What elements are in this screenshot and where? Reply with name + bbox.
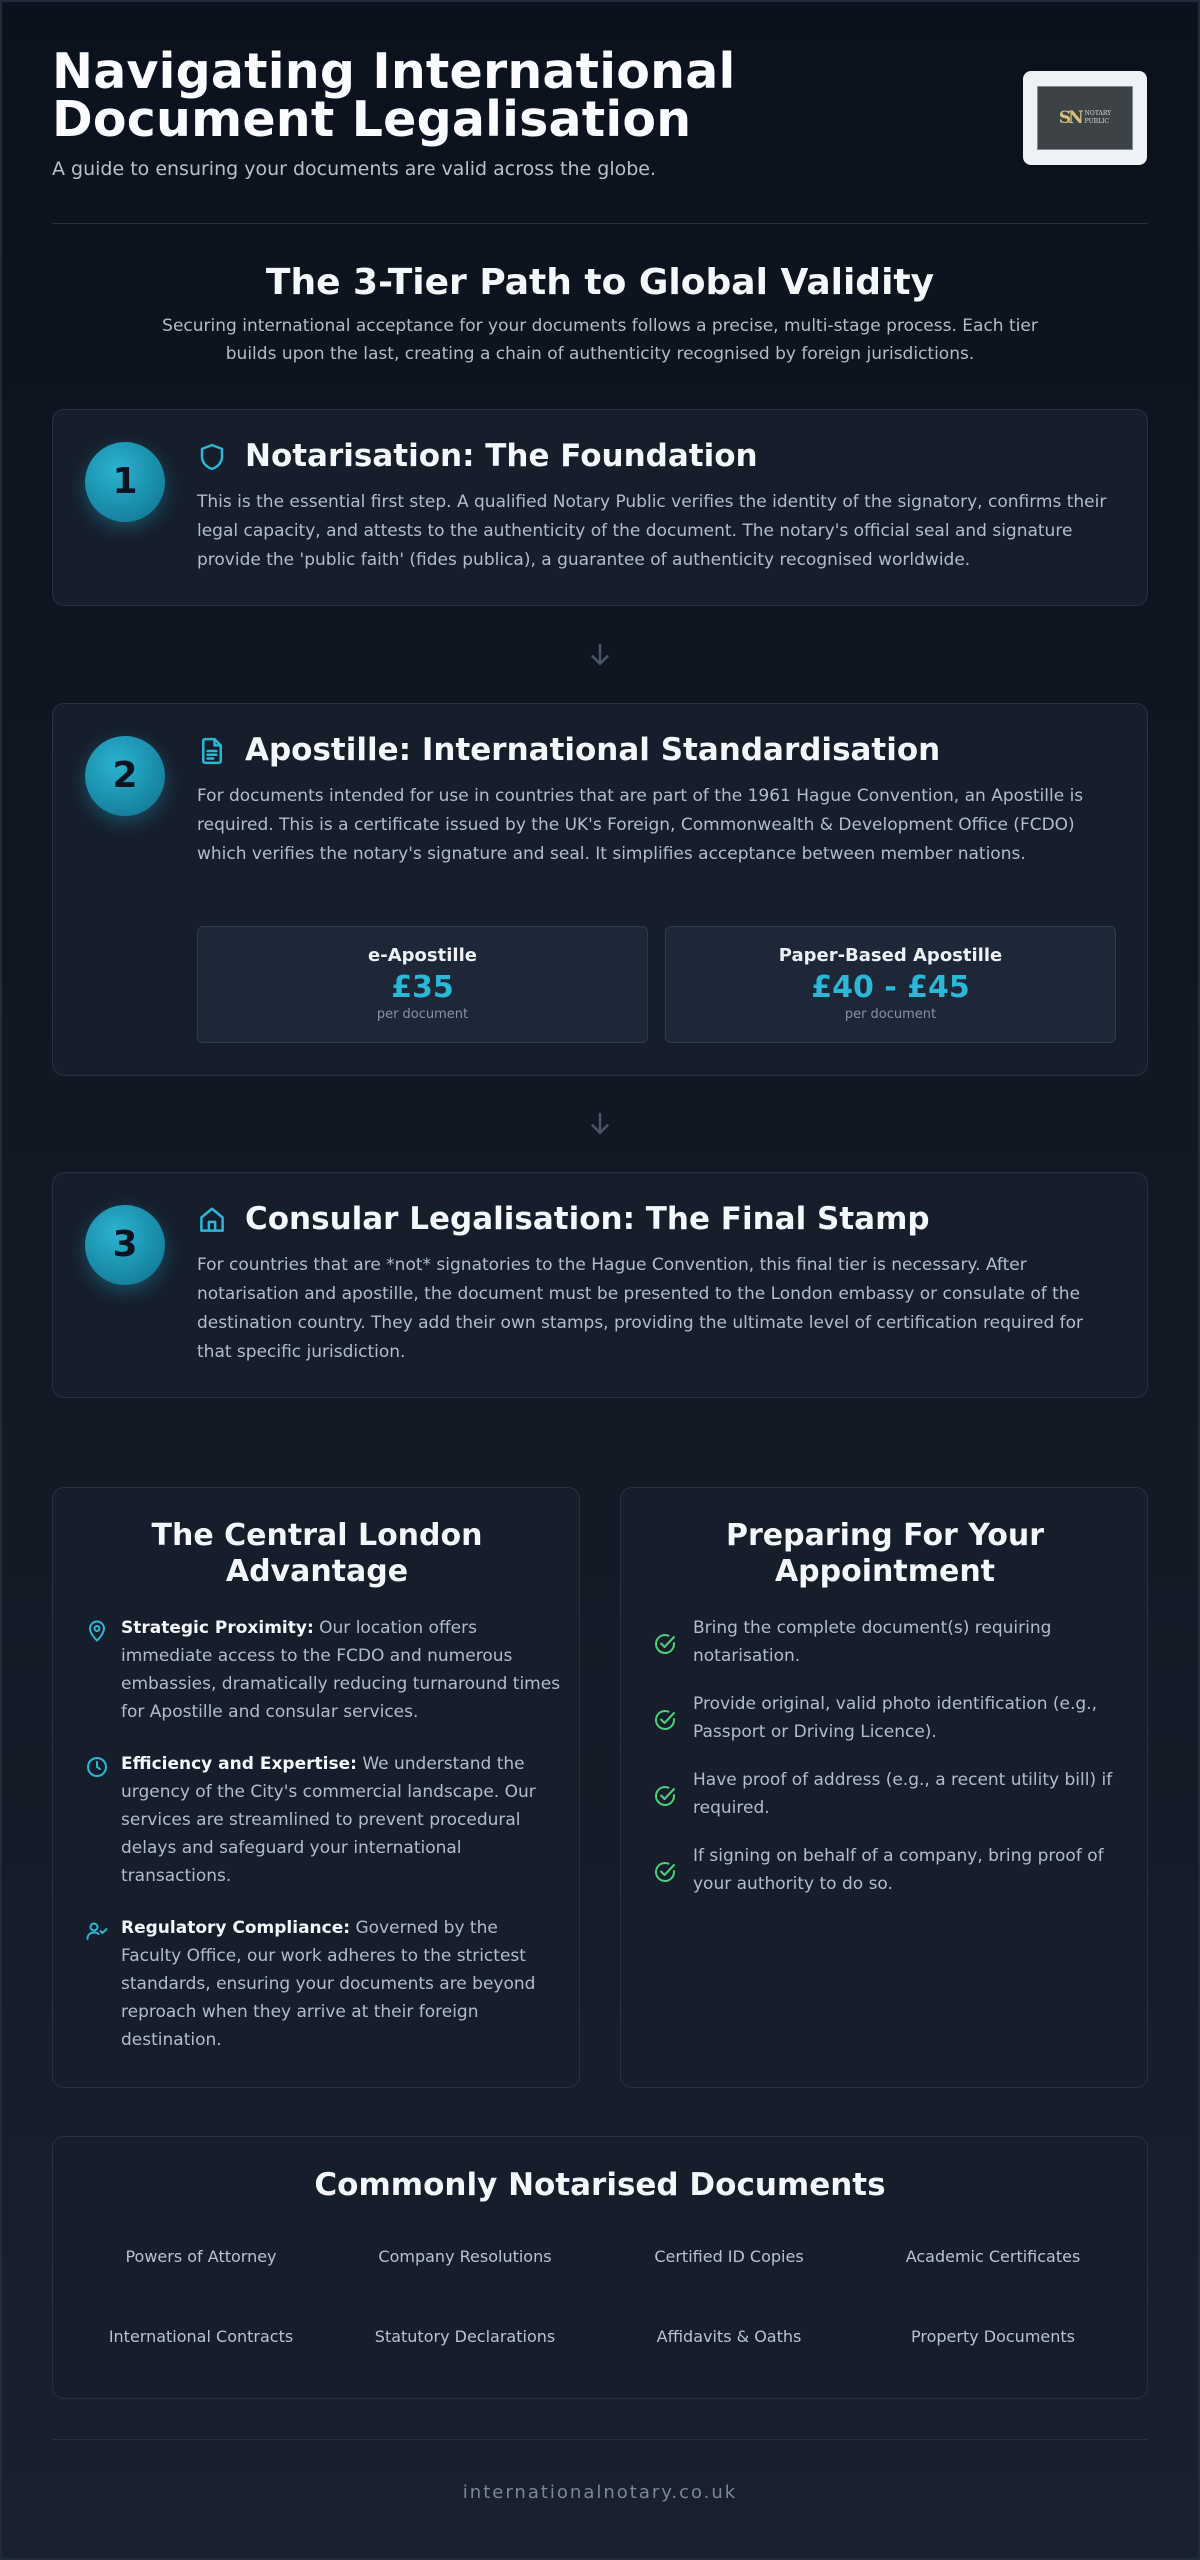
price-card-e-apostille (197, 926, 648, 1043)
advantage-text: Our location offers immediate access to the FCDO and numerous embassies, dramatically reducing turnaround times for Apostille and consular services. (121, 1618, 561, 1722)
preparation-panel (620, 1487, 1148, 2088)
check-circle-icon (653, 1632, 677, 1656)
documents-title: Commonly Notarised Documents (314, 2167, 886, 2203)
advantage-text: We understand the urgency of the City's commercial landscape. Our services are streamlined to prevent procedural delays and safeguard your international transactions. (121, 1754, 536, 1886)
tier-title: Apostille: International Standardisation (245, 732, 941, 768)
clock-icon (85, 1755, 109, 1779)
tier-card-notarisation (52, 409, 1148, 606)
advantage-item (121, 1614, 561, 1726)
page-subtitle: A guide to ensuring your documents are valid across the globe. (52, 158, 657, 180)
page-title: Navigating International Document Legalisation (52, 43, 736, 148)
document-item: Property Documents (910, 2327, 1075, 2346)
documents-panel (52, 2136, 1148, 2399)
document-item: Company Resolutions (378, 2247, 552, 2266)
tier-description: This is the essential first step. A qualified Notary Public verifies the identity of the signatory, confirms their legal capacity, and attests to the authenticity of the document. The notary's official seal and signature provide the 'public faith' (fides publica), a guarantee of authenticity recognised worldwide. (197, 492, 1107, 570)
check-circle-icon (653, 1860, 677, 1884)
document-item: Powers of Attorney (125, 2247, 277, 2266)
price-unit: per document (844, 1007, 937, 1022)
tier-title: Notarisation: The Foundation (245, 438, 758, 474)
panel-title: Preparing For Your Appointment (725, 1518, 1045, 1589)
advantage-heading: Strategic Proximity: (121, 1618, 314, 1638)
tier-description: For countries that are *not* signatories to the Hague Convention, this final tier is necessary. After notarisation and apostille, the document must be presented to the London embassy or consulate of the destination country. They add their own stamps, providing the ultimate level of certification required for that specific jurisdiction. (197, 1255, 1084, 1362)
document-item: Affidavits & Oaths (656, 2327, 802, 2346)
shield-icon (197, 442, 227, 472)
price-unit: per document (376, 1007, 469, 1022)
document-item: Statutory Declarations (374, 2327, 556, 2346)
price-value: £40 - £45 (811, 970, 970, 1005)
price-value: £35 (391, 970, 454, 1005)
price-label: e-Apostille (368, 945, 477, 966)
check-circle-icon (653, 1784, 677, 1808)
section-description: Securing international acceptance for your documents follows a precise, multi-stage process. Each tier builds upon the last, creating a chain of authenticity recognised by foreign jurisdictions. (162, 316, 1038, 364)
tier-description: For documents intended for use in countries that are part of the 1961 Hague Convention, an Apostille is required. This is a certificate issued by the UK's Foreign, Commonwealth & Development Office (FCDO) which verifies the notary's signature and seal. It simplifies acceptance between member nations. (197, 786, 1084, 864)
tier-card-consular (52, 1172, 1148, 1398)
document-icon (197, 736, 227, 766)
arrow-down-icon (585, 640, 615, 670)
panel-title: The Central London Advantage (151, 1518, 483, 1589)
tier-number-badge: 2 (85, 736, 165, 816)
check-circle-icon (653, 1708, 677, 1732)
price-card-paper-apostille (665, 926, 1116, 1043)
building-icon (197, 1205, 227, 1235)
company-logo[interactable] (1023, 71, 1147, 165)
advantage-heading: Regulatory Compliance: (121, 1918, 351, 1938)
location-pin-icon (85, 1619, 109, 1643)
tier-card-apostille (52, 703, 1148, 1076)
logo-image: SN NOTARY PUBLIC (1037, 86, 1133, 150)
section-title: The 3-Tier Path to Global Validity (265, 262, 935, 303)
advantage-item (121, 1914, 561, 2054)
advantage-panel (52, 1487, 580, 2088)
tier-number-badge: 3 (85, 1205, 165, 1285)
checklist-item: If signing on behalf of a company, bring proof of your authority to do so. (693, 1846, 1104, 1894)
price-label: Paper-Based Apostille (778, 945, 1003, 966)
tier-title: Consular Legalisation: The Final Stamp (245, 1201, 930, 1237)
checklist-item: Provide original, valid photo identification (e.g., Passport or Driving Licence). (693, 1694, 1097, 1742)
arrow-down-icon (585, 1109, 615, 1139)
footer-link[interactable]: internationalnotary.co.uk (462, 2482, 738, 2503)
tier-number-badge: 1 (85, 442, 165, 522)
advantage-item (121, 1750, 561, 1890)
document-item: Academic Certificates (905, 2247, 1081, 2266)
advantage-heading: Efficiency and Expertise: (121, 1754, 357, 1774)
checklist-item: Bring the complete document(s) requiring notarisation. (693, 1618, 1052, 1666)
header-divider (52, 223, 1148, 224)
document-item: Certified ID Copies (654, 2247, 804, 2266)
user-check-icon (85, 1919, 109, 1943)
document-item: International Contracts (108, 2327, 294, 2346)
checklist-item: Have proof of address (e.g., a recent utility bill) if required. (693, 1770, 1113, 1818)
footer-divider (52, 2439, 1148, 2440)
advantage-text: Governed by the Faculty Office, our work adheres to the strictest standards, ensuring your documents are beyond reproach when they arrive at their foreign destination. (121, 1918, 536, 2050)
